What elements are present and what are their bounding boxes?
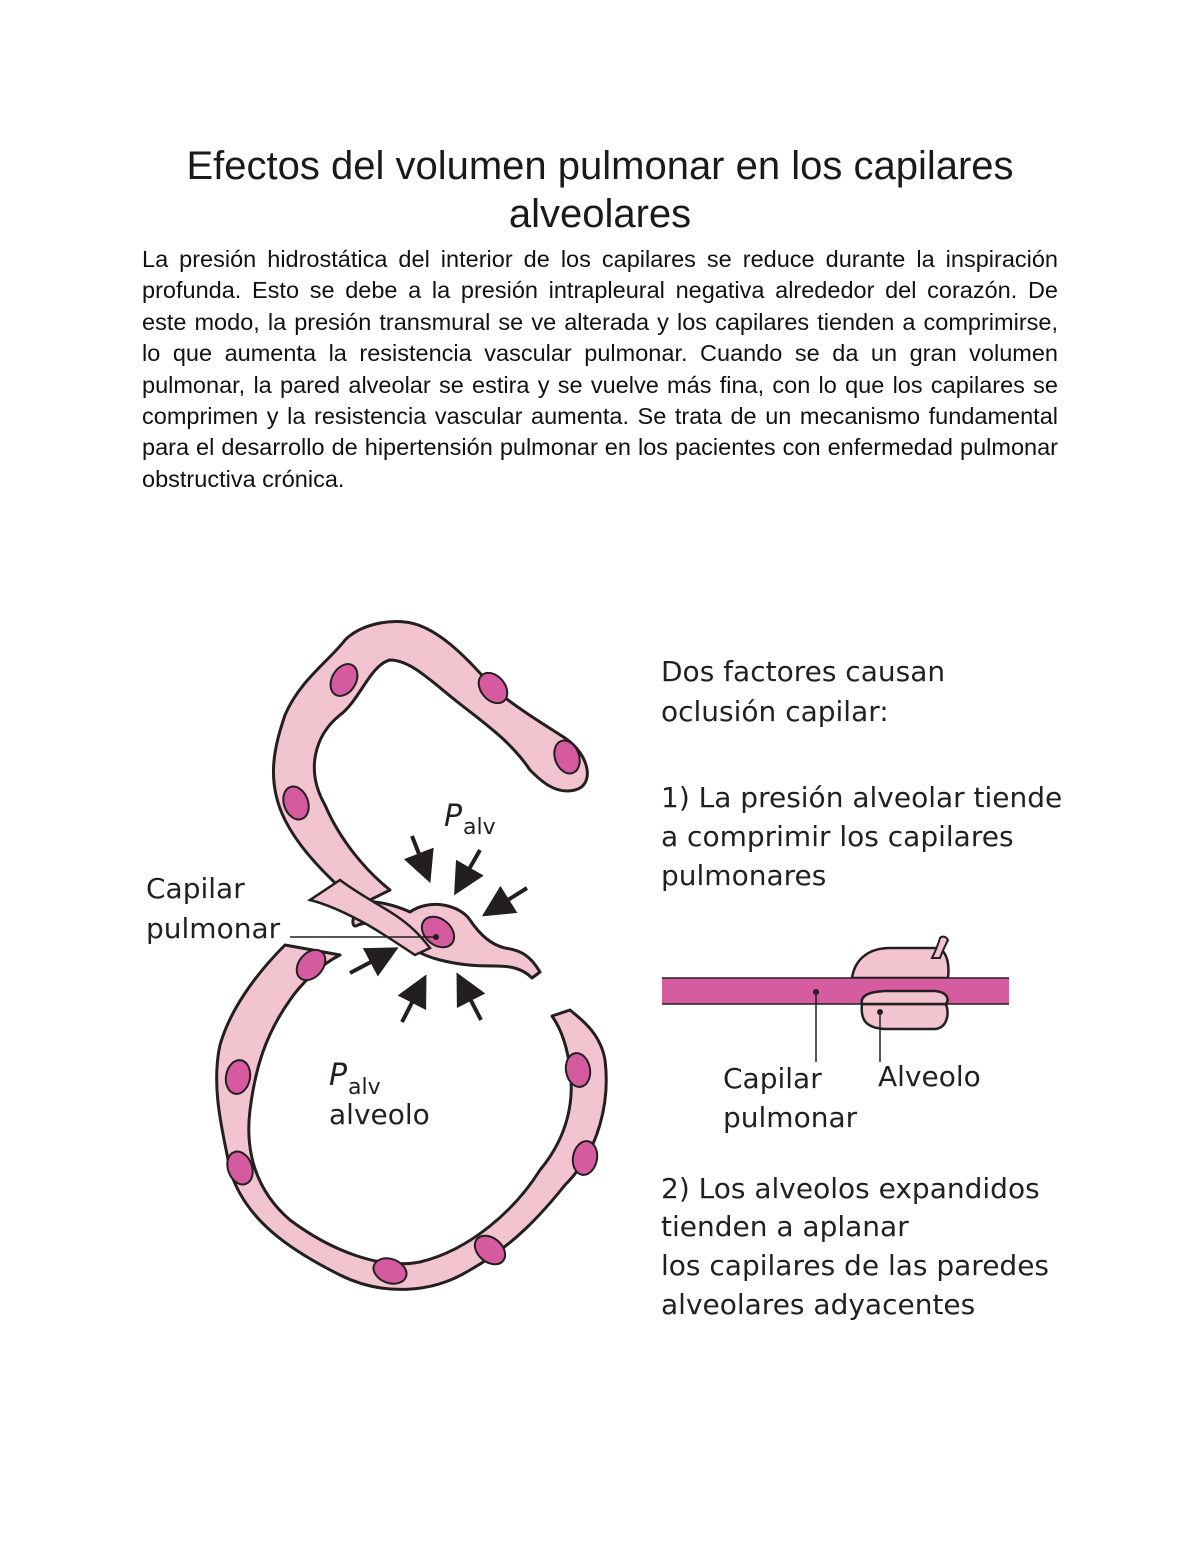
arrow (350, 953, 388, 973)
page-title: Efectos del volumen pulmonar en los capilares alveolares (186, 144, 1014, 236)
p-alv-lower-subscript: alv (348, 1075, 381, 1100)
alveolo-label: alveolo (329, 1098, 430, 1131)
arrow (412, 836, 426, 872)
inset-capilar-dot (813, 989, 819, 995)
inset-capilar-line2: pulmonar (723, 1101, 858, 1134)
body-paragraph: La presión hidrostática del interior de los capilares se reduce durante la inspiración profunda. Esto se debe a la presión intrapleural negativa alrededor del corazón. De este modo, la presión transmural se ve alterada y los capilares tienden a comprimirse, lo que aumenta la resistencia vascular pulmonar. Cuando se da un gran volumen pulmonar, la pared alveolar se estira y se vuelve más fina, con lo que los capilares se comprimen y la resistencia vascular aumenta. Se trata de un mecanismo fundamental para el desarrollo de hipertensión pulmonar en los pacientes con enfermedad pulmonar obstructiva crónica. (142, 246, 1058, 492)
p-alv-upper-symbol: P (444, 799, 463, 834)
inset-capilar-line1: Capilar (723, 1062, 822, 1095)
arrow (402, 985, 421, 1022)
factor1-line1: 1) La presión alveolar tiende (661, 781, 1063, 814)
heading-line2: oclusión capilar: (661, 695, 889, 728)
factor2-line1: 2) Los alveolos expandidos (661, 1172, 1040, 1205)
factor1-line2: a comprimir los capilares (661, 820, 1014, 853)
factor2-line2: tienden a aplanar (661, 1210, 909, 1243)
inset-alveolo-dot (877, 1009, 883, 1015)
capilar-label-line2: pulmonar (146, 912, 281, 945)
p-alv-upper-subscript: alv (463, 815, 496, 840)
heading-line1: Dos factores causan (661, 655, 946, 688)
factor1-line3: pulmonares (661, 859, 827, 892)
arrow (460, 850, 480, 885)
capilar-pointer-dot (433, 934, 439, 940)
inset-alveolo-label: Alveolo (878, 1060, 981, 1093)
arrow (492, 888, 527, 910)
arrow (462, 983, 481, 1020)
factor2-line4: alveolares adyacentes (661, 1288, 976, 1321)
inset-capillary-bar (662, 978, 1009, 1004)
inset-alveolus-lower (862, 1004, 948, 1029)
factor2-line3: los capilares de las paredes (661, 1249, 1050, 1282)
p-alv-lower-symbol: P (329, 1058, 348, 1093)
inset-alveolus-lower-cap (862, 991, 948, 1004)
upper-alveolar-wall (273, 622, 587, 905)
capilar-label-line1: Capilar (146, 872, 245, 905)
